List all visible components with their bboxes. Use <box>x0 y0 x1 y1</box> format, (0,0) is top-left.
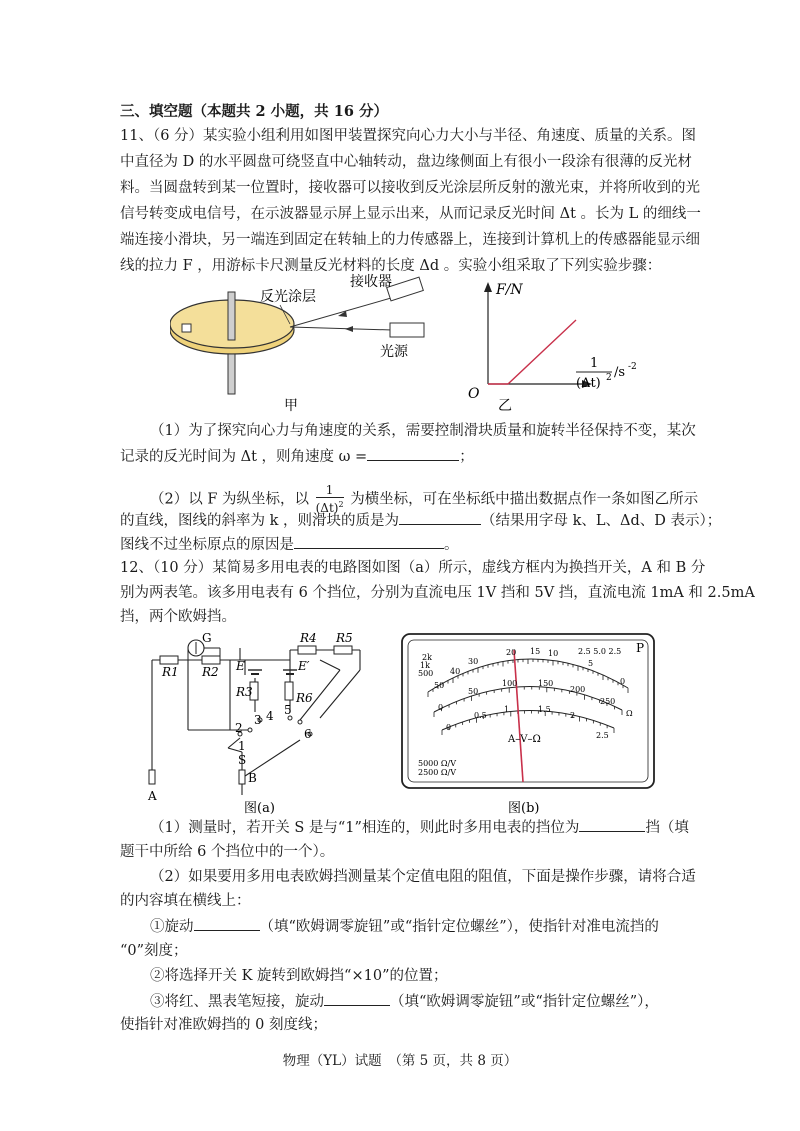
ohm-tick-50: 50 <box>434 681 445 690</box>
q11-part1-text: 记录的反光时间为 Δt ，则角速度 ω = <box>120 449 368 465</box>
label-contact-5: 5 <box>284 703 292 717</box>
low-tick-1.5: 1.5 <box>538 705 551 714</box>
right-top-label: 2.5 5.0 2.5 <box>578 647 622 656</box>
label-probe-b: B <box>248 771 257 785</box>
x-label-num: 1 <box>590 356 599 371</box>
low-tick-0.5: 0.5 <box>474 711 487 720</box>
label-contact-4: 4 <box>266 709 274 723</box>
q11-line-1: 11、（6 分）某实验小组利用如图甲装置探究向心力大小与半径、角速度、质量的关系。图 <box>120 128 697 144</box>
q11-part2-line2 <box>120 510 721 531</box>
mid-tick-200: 200 <box>570 685 586 694</box>
q11-part2-text-a: （2）以 F 为纵坐标，以 <box>150 491 310 508</box>
x-label-exp: 2 <box>606 373 612 383</box>
label-r3: R3 <box>236 685 253 699</box>
q11-line-5: 端连接小滑块，另一端连到固定在转轴上的力传感器上，连接到计算机上的传感器能显示细 <box>120 232 700 248</box>
q11-part2-text-d: （结果用字母 k、L、Δd、D 表示）； <box>481 513 722 529</box>
mid-tick-250: 250 <box>600 697 616 706</box>
caption-yi: 乙 <box>498 398 512 412</box>
q12-step1-text-b: （填“欧姆调零旋钮”或“指针定位螺丝”），使指针对准电流挡的 <box>259 919 659 935</box>
top-tick-500: 500 <box>418 669 434 678</box>
ohm-tick-15: 15 <box>530 647 541 656</box>
label-probe-a: A <box>148 789 157 803</box>
mid-tick-0: 0 <box>438 703 444 712</box>
q11-part2-line3 <box>120 534 459 555</box>
label-coating: 反光涂层 <box>260 289 316 305</box>
x-label-den: (Δt) <box>576 376 601 391</box>
q12-line-1: 12、（10 分）某简易多用电表的电路图如图（a）所示，虚线方框内为换挡开关，A 和 B 分 <box>120 560 706 576</box>
sensitivity-label-2: 2500 Ω/V <box>418 768 457 777</box>
label-receiver: 接收器 <box>350 274 392 290</box>
q12-step3-line1 <box>150 991 659 1012</box>
q12-part2-line1: （2）如果要用多用电表欧姆挡测量某个定值电阻的阻值，下面是操作步骤，请将合适 <box>150 869 696 885</box>
q12-part1-text-b: 挡（填 <box>645 820 689 836</box>
fraction-denominator: (Δt) <box>315 501 339 515</box>
label-r6: R6 <box>296 691 313 705</box>
caption-jia: 甲 <box>284 398 298 412</box>
q11-answer-blank-1[interactable] <box>367 446 459 461</box>
label-contact-1: 1 <box>238 739 246 753</box>
q11-part1-line1: （1）为了探究向心力与角速度的关系，需要控制滑块质量和旋转半径保持不变，某次 <box>150 423 696 439</box>
q11-part2-text-c: 的直线，图线的斜率为 k ，则滑块的质是为 <box>120 513 400 529</box>
figure-yi <box>440 272 650 412</box>
data-line <box>508 320 576 384</box>
q11-answer-blank-3[interactable] <box>294 534 444 549</box>
x-label-unit-exp: -2 <box>628 362 637 372</box>
probe-a <box>149 770 155 784</box>
label-switch-s: S <box>238 753 247 767</box>
resistor-r6 <box>285 682 293 700</box>
q11-line-3: 料。当圆盘转到某一位置时，接收器可以接收到反光涂层所反射的激光束，并将所收到的光 <box>120 180 700 196</box>
mid-tick-100: 100 <box>502 679 518 688</box>
q12-line-3: 挡，两个欧姆挡。 <box>120 609 236 625</box>
q11-part1-end: ； <box>459 449 474 465</box>
label-r2: R2 <box>202 665 219 679</box>
resistor-r2 <box>202 656 220 664</box>
low-tick-1: 1 <box>504 705 510 714</box>
origin-label: O <box>468 386 480 402</box>
q12-step1-text-a: ①旋动 <box>150 919 194 935</box>
ohm-tick-10: 10 <box>548 649 559 658</box>
corner-p-label: P <box>636 641 645 655</box>
q11-part2-text-e: 图线不过坐标原点的原因是 <box>120 537 294 553</box>
slider-block <box>182 324 191 332</box>
omega-label: Ω <box>626 709 633 718</box>
y-axis-label: F/N <box>496 282 523 298</box>
axis-bottom <box>228 354 235 394</box>
low-tick-2: 2 <box>570 711 576 720</box>
resistor-r1 <box>160 656 178 664</box>
q12-part1-line1 <box>150 817 689 838</box>
q12-answer-blank-1[interactable] <box>579 817 645 832</box>
page-footer: 物理（YL）试题 （第 5 页，共 8 页） <box>282 1053 518 1069</box>
q11-line-6: 线的拉力 F ，用游标卡尺测量反光材料的长度 Δd 。实验小组采取了下列实验步骤： <box>120 258 662 274</box>
ohm-tick-20: 20 <box>506 648 517 657</box>
q12-part2-line2: 的内容填在横线上： <box>120 893 251 909</box>
light-source-box <box>390 323 424 337</box>
label-contact-2: 2 <box>235 721 243 735</box>
figure-jia <box>170 272 430 412</box>
q12-line-2: 别为两表笔。该多用电表有 6 个挡位，分别为直流电压 1V 挡和 5V 挡，直流电流 1mA 和 2.5mA <box>120 585 755 601</box>
q11-part1-line2 <box>120 446 474 467</box>
q12-step2: ②将选择开关 K 旋转到欧姆挡“×10”的位置； <box>150 968 448 984</box>
label-e-prime: E′ <box>298 659 310 673</box>
q12-part1-line2: 题干中所给 6 个挡位中的一个）。 <box>120 844 335 860</box>
label-contact-3: 3 <box>254 713 262 727</box>
incident-beam <box>290 327 392 330</box>
resistor-r5 <box>334 646 352 654</box>
label-e: E <box>236 659 245 673</box>
axis-top <box>228 292 235 340</box>
resistor-r4 <box>298 646 316 654</box>
figure-a-circuit <box>140 630 370 815</box>
q12-answer-blank-3[interactable] <box>324 991 390 1006</box>
q11-answer-blank-2[interactable] <box>399 510 481 525</box>
label-r5: R5 <box>336 631 353 645</box>
mid-tick-50: 50 <box>468 687 479 696</box>
q12-step1-line2: “0”刻度； <box>120 943 188 959</box>
label-r1: R1 <box>162 665 179 679</box>
figure-b-meter <box>398 630 660 815</box>
x-label-unit: /s <box>614 365 626 380</box>
q12-step3-text-a: ③将红、黑表笔短接，旋动 <box>150 994 324 1010</box>
q12-step3-text-b: （填“欧姆调零旋钮”或“指针定位螺丝”）， <box>390 994 659 1010</box>
low-tick-2.5: 2.5 <box>596 731 609 740</box>
q11-part2-text-b: 为横坐标，可在坐标纸中描出数据点作一条如图乙所示 <box>350 491 699 508</box>
top-tick-2k: 2k <box>422 653 432 662</box>
mid-tick-150: 150 <box>538 679 554 688</box>
probe-b <box>239 770 245 784</box>
q12-part1-text-a: （1）测量时，若开关 S 是与“1”相连的，则此时多用电表的挡位为 <box>150 820 580 836</box>
label-g: G <box>202 631 212 645</box>
label-r4: R4 <box>300 631 317 645</box>
q12-step1-line1 <box>150 916 659 937</box>
top-tick-1k: 1k <box>420 661 430 670</box>
caption-b: 图(b) <box>508 801 540 815</box>
caption-a: 图(a) <box>244 801 275 815</box>
q11-line-2: 中直径为 D 的水平圆盘可绕竖直中心轴转动，盘边缘侧面上有很小一段涂有很薄的反光材 <box>120 154 692 170</box>
ohm-tick-5: 5 <box>588 659 594 668</box>
center-label: A–V–Ω <box>508 734 541 745</box>
section-title: 三、填空题（本题共 2 小题，共 16 分） <box>120 103 388 120</box>
receiver-box <box>387 277 424 301</box>
ohm-tick-0: 0 <box>620 677 626 686</box>
low-tick-0: 0 <box>446 723 452 732</box>
ohm-tick-40: 40 <box>450 667 461 676</box>
q11-part2-text-f: 。 <box>444 537 459 553</box>
fraction-exponent: 2 <box>338 500 344 509</box>
sensitivity-label-1: 5000 Ω/V <box>418 759 457 768</box>
ohm-tick-30: 30 <box>468 657 479 666</box>
q11-line-4: 信号转变成电信号，在示波器显示屏上显示出来，从而记录反光时间 Δt 。长为 L 的细线一 <box>120 206 701 222</box>
q12-answer-blank-2[interactable] <box>194 916 260 931</box>
label-source: 光源 <box>380 344 408 360</box>
fraction-numerator: 1 <box>316 484 344 498</box>
q12-step3-line2: 使指针对准欧姆挡的 0 刻度线； <box>120 1017 327 1033</box>
label-contact-6: 6 <box>304 727 312 741</box>
